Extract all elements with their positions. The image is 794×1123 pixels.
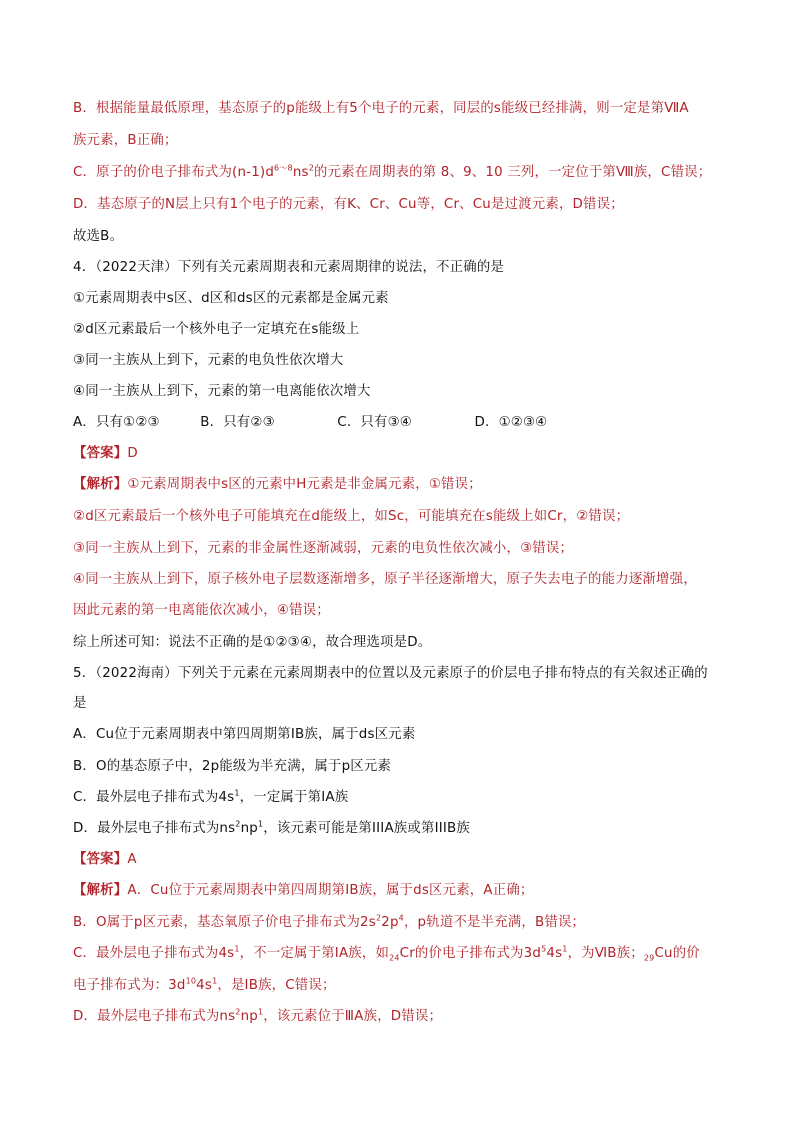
q5-analysis-d: D．最外层电子排布式为$ns^2np^1$，该元素位于ⅢA族，D错误； <box>73 1007 443 1024</box>
q4-analysis-3: ③同一主族从上到下，元素的非金属性逐渐减弱，元素的电负性依次减小，③错误； <box>73 541 574 556</box>
q4-statement-4: ④同一主族从上到下，元素的第一电离能依次增大 <box>73 384 371 399</box>
q5-answer-value: A <box>127 852 137 867</box>
q4-analysis-4: ④同一主族从上到下，原子核外电子层数逐渐增多，原子半径逐渐增大，原子失去电子的能力逐渐增强， <box>73 572 697 587</box>
q4-summary: 综上所述可知：说法不正确的是①②③④，故合理选项是D。 <box>73 635 432 650</box>
q5-analysis-c-line1: C．最外层电子排布式为$4s^1$，不一定属于第IA族，如$_{24}$Cr的价电子排布式为$3d^54s^1$，为ⅥB族；$_{29}$Cu的价 <box>73 944 700 963</box>
q5-stem-line2: 是 <box>73 696 87 711</box>
q4-analysis-4b: 因此元素的第一电离能依次减小，④错误； <box>73 603 330 618</box>
q5-analysis-a: 【解析】A．Cu位于元素周期表中第四周期第ⅠB族，属于ds区元素，A正确； <box>73 883 534 898</box>
q4-analysis-2: ②d区元素最后一个核外电子可能填充在d能级上，如Sc，可能填充在s能级上如Cr，②错误； <box>73 509 630 524</box>
q4-answer-value: D <box>127 446 138 461</box>
q4-analysis-1: 【解析】①元素周期表中s区的元素中H元素是非金属元素，①错误； <box>73 477 482 492</box>
q4-option-a: A．只有①②③ <box>73 415 160 430</box>
q5-option-a: A．Cu位于元素周期表中第四周期第IB族，属于ds区元素 <box>73 727 416 742</box>
q4-statement-1: ①元素周期表中s区、d区和ds区的元素都是金属元素 <box>73 291 389 306</box>
q5-answer <box>73 850 137 870</box>
q5-option-d: D．最外层电子排布式为$ns^2np^1$，该元素可能是第IIIA族或第IIIB族 <box>73 819 470 836</box>
q5-option-c: C．最外层电子排布式为$4s^1$，一定属于第IA族 <box>73 788 349 805</box>
analysis-tag: 【解析】 <box>73 477 128 492</box>
q5-analysis-c-line2: 电子排布式为：$3d^{10}4s^1$，是ⅠB族，C错误； <box>73 976 336 993</box>
q5-option-b: B．O的基态原子中，2p能级为半充满，属于p区元素 <box>73 759 392 774</box>
q3-analysis-b-line2: 族元素，B正确； <box>73 133 178 148</box>
q4-option-c: C．只有③④ <box>337 415 412 430</box>
answer-tag: 【答案】 <box>73 852 128 867</box>
q3-analysis-d: D．基态原子的N层上只有1个电子的元素，有K、Cr、Cu等，Cr、Cu是过渡元素，D错误； <box>73 197 624 212</box>
q4-options <box>73 413 547 433</box>
analysis-tag: 【解析】 <box>73 883 128 898</box>
q4-statement-3: ③同一主族从上到下，元素的电负性依次增大 <box>73 353 344 368</box>
q4-stem: 4．（2022天津）下列有关元素周期表和元素周期律的说法，不正确的是 <box>73 260 505 275</box>
answer-tag: 【答案】 <box>73 446 128 461</box>
q4-option-d: D．①②③④ <box>474 415 548 430</box>
q4-statement-2: ②d区元素最后一个核外电子一定填充在s能级上 <box>73 322 360 337</box>
q5-stem-line1: 5．（2022海南）下列关于元素在元素周期表中的位置以及元素原子的价层电子排布特点的有关叙述正确的 <box>73 666 708 681</box>
q4-option-b: B．只有②③ <box>200 415 275 430</box>
q3-analysis-b-line1: B．根据能量最低原理，基态原子的p能级上有5个电子的元素，同层的s能级已经排满，则一定是第ⅦA <box>73 101 689 116</box>
q5-analysis-b: B．O属于p区元素，基态氧原子价电子排布式为$2s^22p^4$，p轨道不是半充满，B错误； <box>73 913 586 930</box>
q4-answer <box>73 444 138 464</box>
q3-analysis-c: C．原子的价电子排布式为$(n-1)d^{6\sim 8}ns^2$的元素在周期表的第 8、9、10 三列，一定位于第Ⅷ族，C错误； <box>73 163 712 180</box>
q3-conclusion: 故选B。 <box>73 229 124 244</box>
